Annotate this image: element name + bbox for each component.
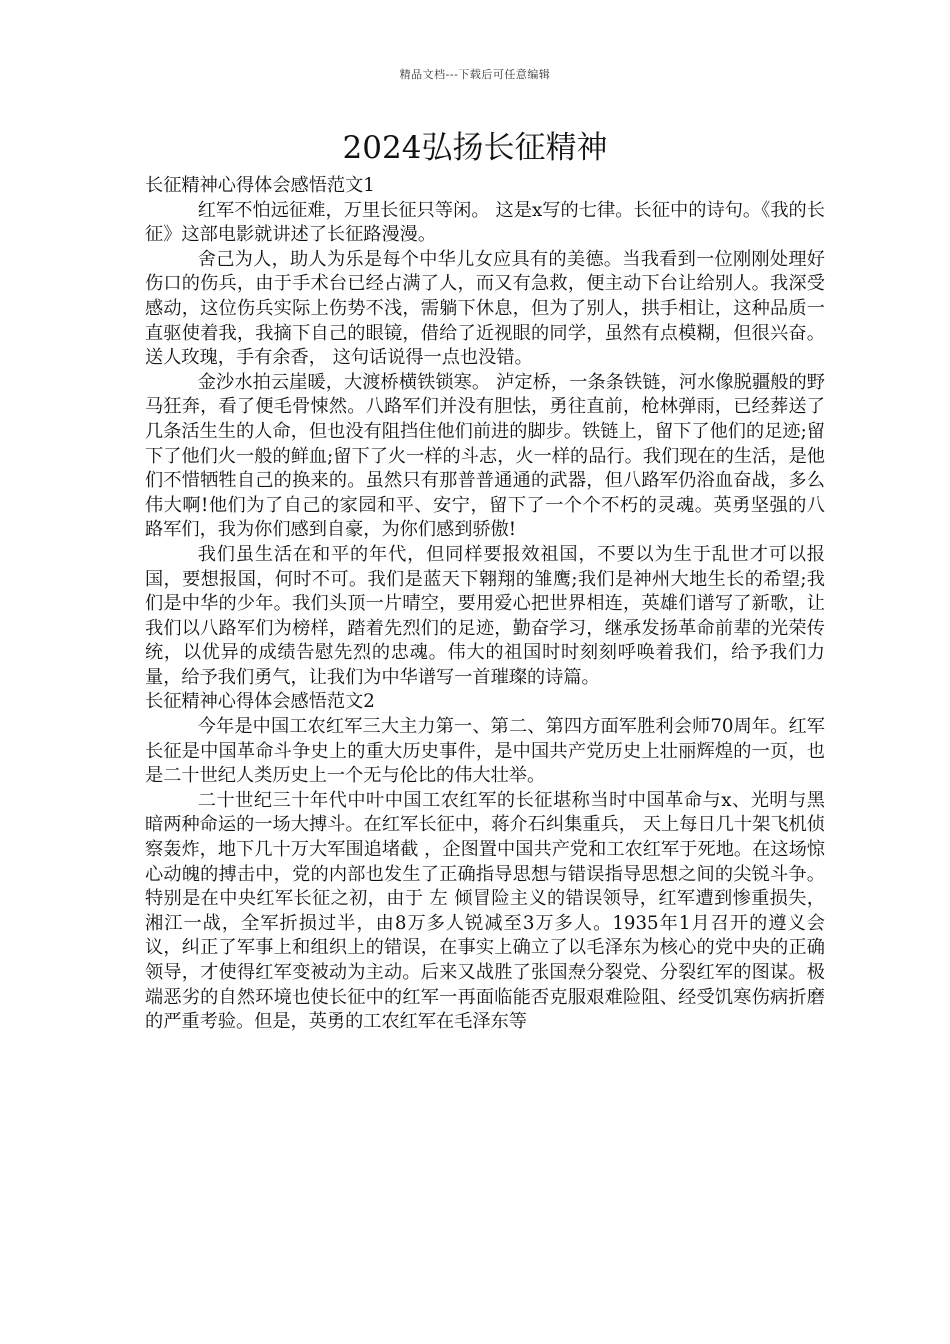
paragraph: 金沙水拍云崖暖，大渡桥横铁锁寒。 泸定桥，一条条铁链，河水像脱疆般的野马狂奔，看了便毛骨悚然。八路军们并没有胆怯，勇往直前，枪林弹雨，已经葬送了几条活生生的人命，但也没有阻挡住他们前进的脚步。铁链上，留下了他们的足迹;留下了他们火一般的鲜血;留下了火一样的斗志，火一样的品行。我们现在的生活，是他们不惜牺牲自己的换来的。虽然只有那普普通通的武器，但八路军仍浴血奋战，多么伟大啊!他们为了自己的家园和平、安宁，留下了一个个不朽的灵魂。英勇坚强的八路军们，我为你们感到自豪，为你们感到骄傲! [145, 371, 825, 541]
section-heading: 长征精神心得体会感悟范文2 [145, 691, 375, 713]
paragraph: 舍己为人，助人为乐是每个中华儿女应具有的美德。当我看到一位刚刚处理好伤口的伤兵，由于手术台已经占满了人，而又有急救，便主动下台让给别人。我深受感动，这位伤兵实际上伤势不浅，需躺下休息，但为了别人，拱手相让，这种品质一直驱使着我，我摘下自己的眼镜，借给了近视眼的同学，虽然有点模糊，但很兴奋。 送人玫瑰，手有余香， 这句话说得一点也没错。 [145, 248, 825, 369]
paragraph: 今年是中国工农红军三大主力第一、第二、第四方面军胜利会师70周年。红军长征是中国革命斗争史上的重大历史事件，是中国共产党历史上壮丽辉煌的一页，也是二十世纪人类历史上一个无与伦比的伟大壮举。 [145, 716, 825, 787]
paragraph: 红军不怕远征难，万里长征只等闲。 这是x写的七律。长征中的诗句。《我的长征》这部电影就讲述了长征路漫漫。 [145, 199, 825, 246]
header-note: 精品文档---下载后可任意编辑 [399, 68, 551, 81]
document-title: 2024弘扬长征精神 [342, 130, 608, 166]
paragraph: 二十世纪三十年代中叶中国工农红军的长征堪称当时中国革命与x、光明与黑暗两种命运的一场大搏斗。在红军长征中，蒋介石纠集重兵， 天上每日几十架飞机侦察轰炸，地下几十万大军围追堵截 ，企图置中国共产党和工农红军于死地。在这场惊心动魄的搏击中，党的内部也发生了正确指导思想与错误指导思想之间的尖锐斗争。特别是在中央红军长征之初，由于 左 倾冒险主义的错误领导，红军遭到惨重损失，湘江一战，全军折损过半，由8万多人锐减至3万多人。1935年1月召开的遵义会议，纠正了军事上和组织上的错误，在事实上确立了以毛泽东为核心的党中央的正确领导，才使得红军变被动为主动。后来又战胜了张国焘分裂党、分裂红军的图谋。极端恶劣的自然环境也使长征中的红军一再面临能否克服艰难险阻、经受饥寒伤病折磨的严重考验。但是，英勇的工农红军在毛泽东等 [145, 789, 825, 1033]
paragraph: 我们虽生活在和平的年代，但同样要报效祖国，不要以为生于乱世才可以报国，要想报国，何时不可。我们是蓝天下翱翔的雏鹰;我们是神州大地生长的希望;我们是中华的少年。我们头顶一片晴空，要用爱心把世界相连，英雄们谱写了新歌，让我们以八路军们为榜样，踏着先烈们的足迹，勤奋学习，继承发扬革命前辈的光荣传统，以优异的成绩告慰先烈的忠魂。伟大的祖国时时刻刻呼唤着我们，给予我们力量，给予我们勇气，让我们为中华谱写一首璀璨的诗篇。 [145, 543, 825, 688]
document-body [145, 174, 825, 1035]
section-heading: 长征精神心得体会感悟范文1 [145, 175, 375, 196]
